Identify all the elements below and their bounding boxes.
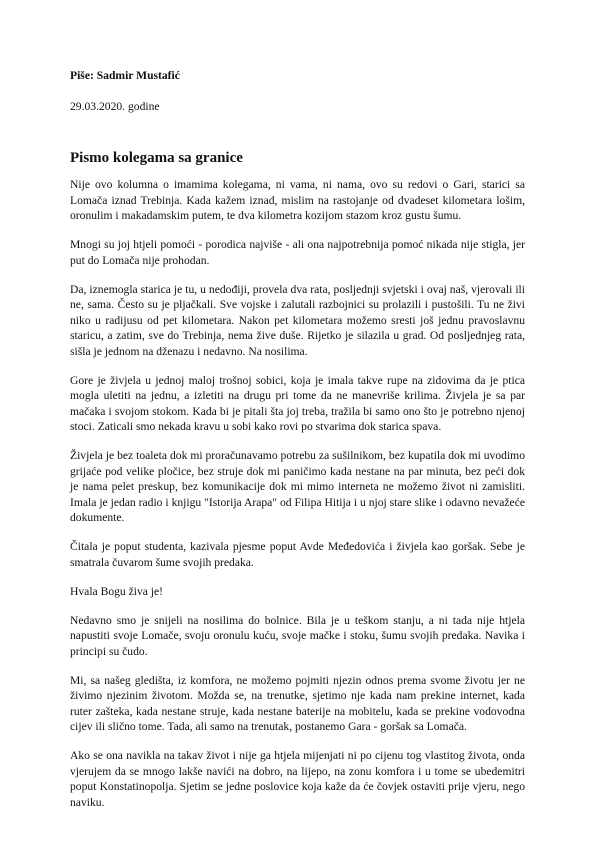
paragraph: Mnogi su joj htjeli pomoći - porodica najviše - ali ona najpotrebnija pomoć nikada nije stigla, jer put do Lomača nije prohodan.	[70, 238, 525, 267]
paragraph: Da, iznemogla starica je tu, u nedođiji, provela dva rata, posljednji svjetski i ovaj naš, vjerovali ili ne, sama. Često su je pljačkali. Sve vojske i zalutali razbojnici su prolazili i pustošili. Tu ne živi niko u radijusu od pet kilometara. Nakon pet kilometara možemo sresti još jednu pravoslavnu staricu, a zatim, sve do Trebinja, nema žive duše. Rijetko je silazila u grad. Od posljednjeg rata, sišla je jednom na dženazu i nedavno. Na nosilima.	[70, 282, 525, 358]
paragraph: Hvala Bogu živa je!	[70, 584, 164, 598]
date-line: 29.03.2020. godine	[70, 99, 160, 113]
paragraph: Mi, sa našeg gledišta, iz komfora, ne možemo pojmiti njezin odnos prema svome životu jer ne živimo njezinim životom. Možda se, na trenutke, sjetimo nje kada nam prekine internet, kada ruter zašteka, kada nestane struje, kada nestane baterije na mobitelu, kada se prekine vodovodna cijev ili slično tome. Tada, ali samo na trenutak, postanemo Gara - goršak sa Lomača.	[70, 673, 525, 733]
paragraph: Čitala je poput studenta, kazivala pjesme poput Avde Međedovića i živjela kao goršak. Sebe je smatrala čuvarom šume svojih predaka.	[70, 540, 525, 569]
author-line: Piše: Sadmir Mustafić	[70, 69, 180, 82]
article-title: Pismo kolegama sa granice	[70, 150, 243, 166]
document-page	[70, 68, 525, 824]
paragraph: Nedavno smo je snijeli na nosilima do bolnice. Bila je u teškom stanju, a ni tada nije htjela napustiti svoje Lomače, svoju oronulu kuću, svoje mačke i stoku, šumu svojih predaka. Navika i principi su čudo.	[70, 613, 525, 658]
paragraph: Nije ovo kolumna o imamima kolegama, ni vama, ni nama, ovo su redovi o Gari, starici sa Lomača iznad Trebinja. Kada kažem iznad, mislim na rastojanje od dvadeset kilometara lošim, oronulim i makadamskim putem, te dva kilometra kozijom stazom kroz gustu šumu.	[70, 178, 525, 222]
paragraph: Ako se ona navikla na takav život i nije ga htjela mijenjati ni po cijenu tog vlastitog života, onda vjerujem da se mnogo lakše navići na dobro, na lijepo, na zonu komfora i u tome se ubedemitri poput Konstatinopolja. Sjetim se jedne poslovice koja kaže da će čovjek ostaviti prije vjeru, nego naviku.	[70, 749, 525, 809]
paragraph: Gore je živjela u jednoj maloj trošnoj sobici, koja je imala takve rupe na zidovima da je ptica mogla uletiti na jednu, a izletiti na drugu pri tome da ne manevriše krilima. Živjela je sa par mačaka i svojom stokom. Kada bi je pitali šta joj treba, tražila bi samo ono što je potrebno njenoj stoci. Zaticali smo nekada kravu u sobi kako rovi po stvarima dok starica spava.	[70, 373, 525, 433]
paragraph: Živjela je bez toaleta dok mi proračunavamo potrebu za sušilnikom, bez kupatila dok mi uvodimo grijaće pod velike pločice, bez struje dok mi paničimo kada nestane na par minuta, bez peći dok je nama pelet preskup, bez komunikacije dok mi mimo interneta ne možemo život ni zamisliti. Imala je jedan radio i knjigu "Istorija Arapa" od Filipa Hitija i u njoj stare slike i odavno nevažeće dokumente.	[70, 449, 525, 524]
